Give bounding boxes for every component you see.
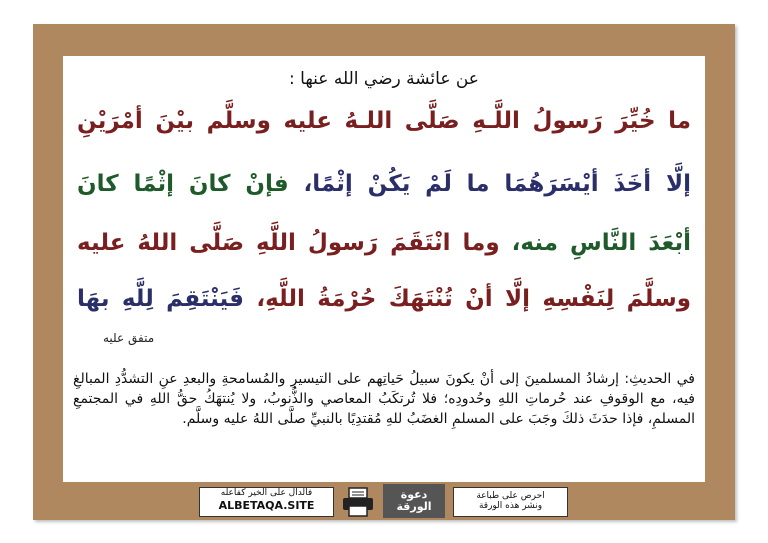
footer-print-line1: احرص على طباعة xyxy=(476,491,545,501)
footer-print-box xyxy=(453,487,568,517)
hadith-segment: فإنْ كانَ إثْمًا كانَ xyxy=(77,171,289,197)
narrator-intro: عن عائشة رضي الله عنها : xyxy=(289,69,479,89)
hadith-segment: أبْعَدَ النَّاسِ منه، xyxy=(499,230,691,256)
hadith-line-2 xyxy=(77,169,691,199)
footer-print-line2: ونشر هذه الورقة xyxy=(478,501,543,511)
hadith-line-3 xyxy=(77,228,691,258)
footer-site-box xyxy=(199,487,334,517)
hadith-line-1 xyxy=(77,106,691,136)
hadith-source: متفق عليه xyxy=(103,331,155,345)
dawa-logo: دعوة الورقة xyxy=(383,484,445,518)
hadith-segment: وما انْتَقَمَ رَسولُ اللَّهِ صَلَّى اللهُ عليه xyxy=(77,230,500,256)
hadith-card xyxy=(63,56,705,482)
hadith-segment: فَيَنْتَقِمَ لِلَّهِ بهَا xyxy=(77,286,244,312)
hadith-line-4 xyxy=(77,284,691,314)
footer-slogan: فالدال على الخير كفاعله xyxy=(220,488,313,498)
hadith-segment: ما خُيِّرَ رَسولُ اللَّـهِ صَلَّى اللـهُ عليه وسلَّم بيْنَ أمْرَيْنِ xyxy=(77,108,691,134)
footer-site: ALBETAQA.SITE xyxy=(218,499,315,512)
hadith-segment: وسلَّمَ لِنَفْسِهِ إلَّا أنْ تُنْتَهَكَ حُرْمَةُ اللَّهِ، xyxy=(243,286,692,312)
hadith-explanation: في الحديثِ: إرشادُ المسلمينَ إلى أنْ يكونَ سبيلُ حَياتِهم على التيسيرِ والمُسامحةِ والبعدِ عنِ التشدُّدِ المبالغِ فيه، مع الوقوفِ عند حُرماتِ اللهِ وحُدودِه؛ فلا تُرتكَبُ المعاصي والذُّنوبُ، ولا يُنتهَكُ حقُّ اللهِ في المجتمعِ المسلمِ، فإذا حدَثَ ذلكَ وجَبَ على المسلمِ الغضَبُ للهِ مُقتدِيًا بالنبيِّ صلَّى اللهُ عليه وسلَّم. xyxy=(73,371,695,427)
printer-icon xyxy=(340,486,376,518)
hadith-segment: إلَّا أخَذَ أيْسَرَهُمَا ما لَمْ يَكُنْ إثْمًا، xyxy=(288,171,691,197)
